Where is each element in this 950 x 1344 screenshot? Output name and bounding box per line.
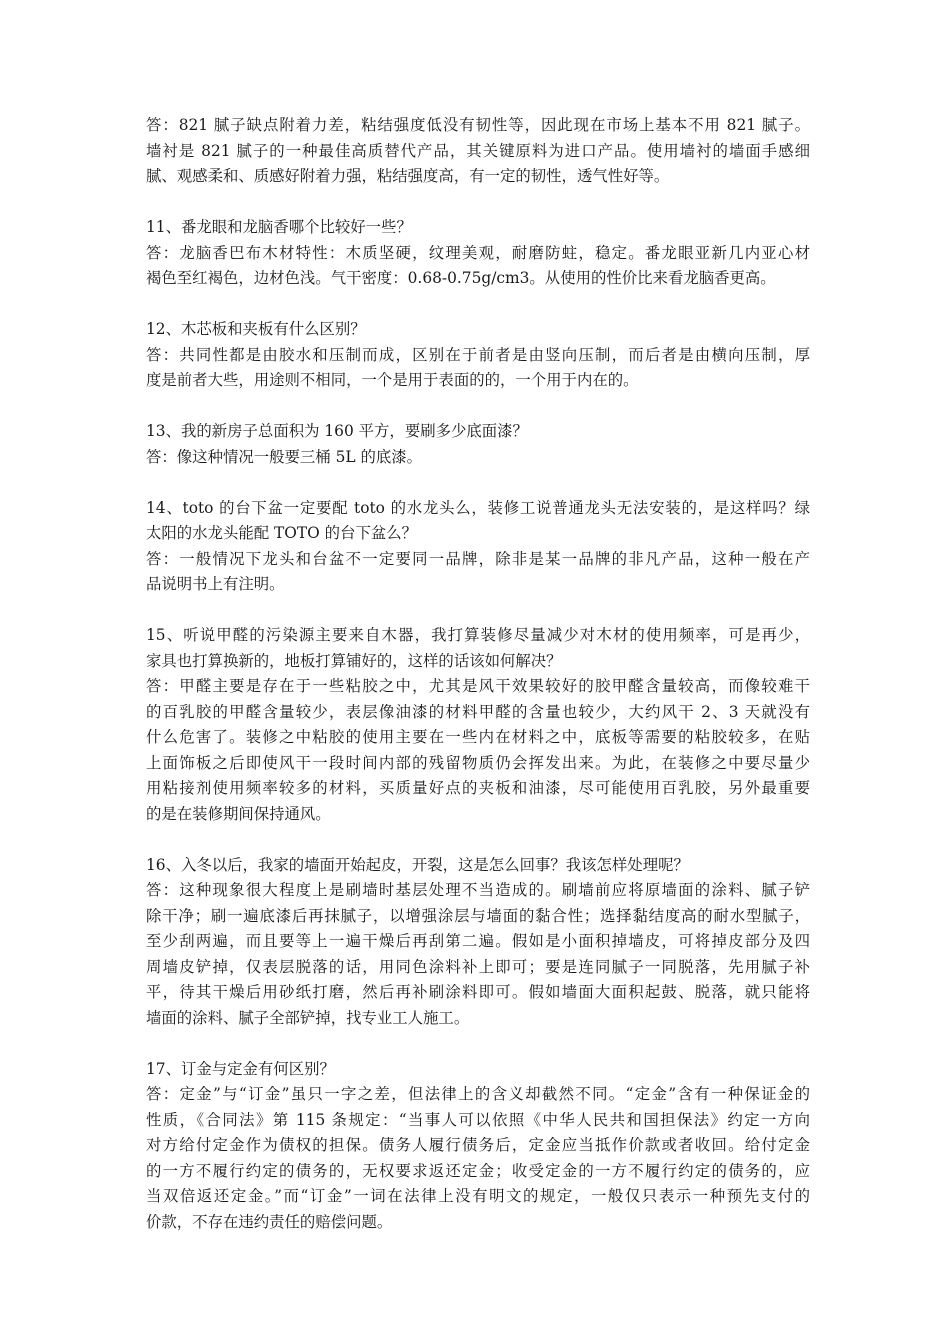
question-line: 家具也打算换新的，地板打算铺好的，这样的话该如何解决？ [146,651,562,670]
text-line: 度是前者大些，用途则不相同，一个是用于表面的的，一个用于内在的。 [146,371,639,389]
text-line: 性质，《合同法》第 115 条规定：“当事人可以依照《中华人民共和国担保法》约定一方向 [146,1110,810,1129]
text-line: 什么危害了。装修之中粘胶的使用主要在一些内在材料之中，底板等需要的粘胶较多，在贴 [146,728,810,746]
text-line: 至少刮两遍，而且要等上一遍干燥后再刮第二遍。假如是小面积掉墙皮，可将掉皮部分及四 [146,932,810,950]
document-page [146,113,810,1261]
text-line: 平，待其干燥后用砂纸打磨，然后再补刷涂料即可。假如墙面大面积起鼓、脱落，就只能将 [146,983,810,1001]
text-line: 品说明书上有注明。 [146,575,285,593]
text-line: 答：龙脑香巴布木材特性：木质坚硬，纹理美观，耐磨防蛀，稳定。番龙眼亚新几内亚心材 [146,243,810,262]
qa-block-15 [146,623,810,827]
text-line: 的一方不履行约定的债务的，无权要求返还定金；收受定金的一方不履行约定的债务的，应 [146,1161,810,1180]
question-line: 14、toto 的台下盆一定要配 toto 的水龙头么，装修工说普通龙头无法安装的，是这样吗？绿 [146,498,810,517]
question-line: 11、番龙眼和龙脑香哪个比较好一些？ [146,218,412,236]
qa-block-17 [146,1057,810,1236]
text-line: 的是在装修期间保持通风。 [146,804,331,823]
text-line: 答：一般情况下龙头和台盆不一定要同一品牌，除非是某一品牌的非凡产品，这种一般在产 [146,549,810,568]
qa-block-14 [146,496,810,598]
qa-block-12 [146,317,810,394]
qa-block-13 [146,419,810,470]
text-line: 周墙皮铲掉，仅表层脱落的话，用同色涂料补上即可；要是连同腻子一同脱落，先用腻子补 [146,957,810,976]
question-line: 15、听说甲醛的污染源主要来自木器，我打算装修尽量减少对木材的使用频率，可是再少， [146,626,810,644]
text-line: 答：定金”与“订金”虽只一字之差，但法律上的含义却截然不同。“定金”含有一种保证金的 [146,1085,810,1103]
text-line: 价款，不存在违约责任的赔偿问题。 [146,1212,393,1231]
question-line: 12、木芯板和夹板有什么区别？ [146,320,366,338]
text-line: 墙面的涂料、腻子全部铲掉，找专业工人施工。 [146,1008,470,1027]
question-line: 13、我的新房子总面积为 160 平方，要刷多少底面漆？ [146,422,528,440]
text-line: 用粘接剂使用频率较多的材料，买质量好点的夹板和油漆，尽可能使用百乳胶，另外最重要 [146,779,810,797]
text-line: 当双倍返还定金。”而“订金”一词在法律上没有明文的规定，一般仅只表示一种预先支付的 [146,1187,810,1205]
question-line: 太阳的水龙头能配 TOTO 的台下盆么？ [146,524,418,542]
text-line: 的百乳胶的甲醛含量较少，表层像油漆的材料甲醛的含量也较少，大约风干 2、3 天就没有 [146,702,810,721]
text-line: 对方给付定金作为债权的担保。债务人履行债务后，定金应当抵作价款或者收回。给付定金 [146,1136,810,1154]
text-line: 答：821 腻子缺点附着力差，粘结强度低没有韧性等，因此现在市场上基本不用 821 腻子。 [146,116,810,134]
text-line: 褐色至红褐色，边材色浅。气干密度：0.68-0.75g/cm3。从使用的性价比来看龙脑香更高。 [146,269,776,287]
answer-block-putty [146,113,810,190]
text-line: 上面饰板之后即使风干一段时间内部的残留物质仍会挥发出来。为此，在装修之中要尽量少 [146,753,810,772]
qa-block-16 [146,853,810,1032]
text-line: 答：共同性都是由胶水和压制而成，区别在于前者是由竖向压制，而后者是由横向压制，厚 [146,345,810,364]
qa-block-11 [146,215,810,292]
text-line: 墙衬是 821 腻子的一种最佳高质替代产品，其关键原料为进口产品。使用墙衬的墙面手感细 [146,141,810,160]
text-line: 腻、观感柔和、质感好附着力强，粘结强度高，有一定的韧性，透气性好等。 [146,167,670,185]
text-line: 答：像这种情况一般要三桶 5L 的底漆。 [146,447,423,466]
text-line: 除干净；刷一遍底漆后再抹腻子，以增强涂层与墙面的黏合性；选择黏结度高的耐水型腻子， [146,906,810,925]
question-line: 16、入冬以后，我家的墙面开始起皮，开裂，这是怎么回事？我该怎样处理呢？ [146,855,689,874]
question-line: 17、订金与定金有何区别？ [146,1059,335,1078]
text-line: 答：这种现象很大程度上是刷墙时基层处理不当造成的。刷墙前应将原墙面的涂料、腻子铲 [146,881,810,899]
text-line: 答：甲醛主要是存在于一些粘胶之中，尤其是风干效果较好的胶甲醛含量较高，而像较难干 [146,677,810,695]
